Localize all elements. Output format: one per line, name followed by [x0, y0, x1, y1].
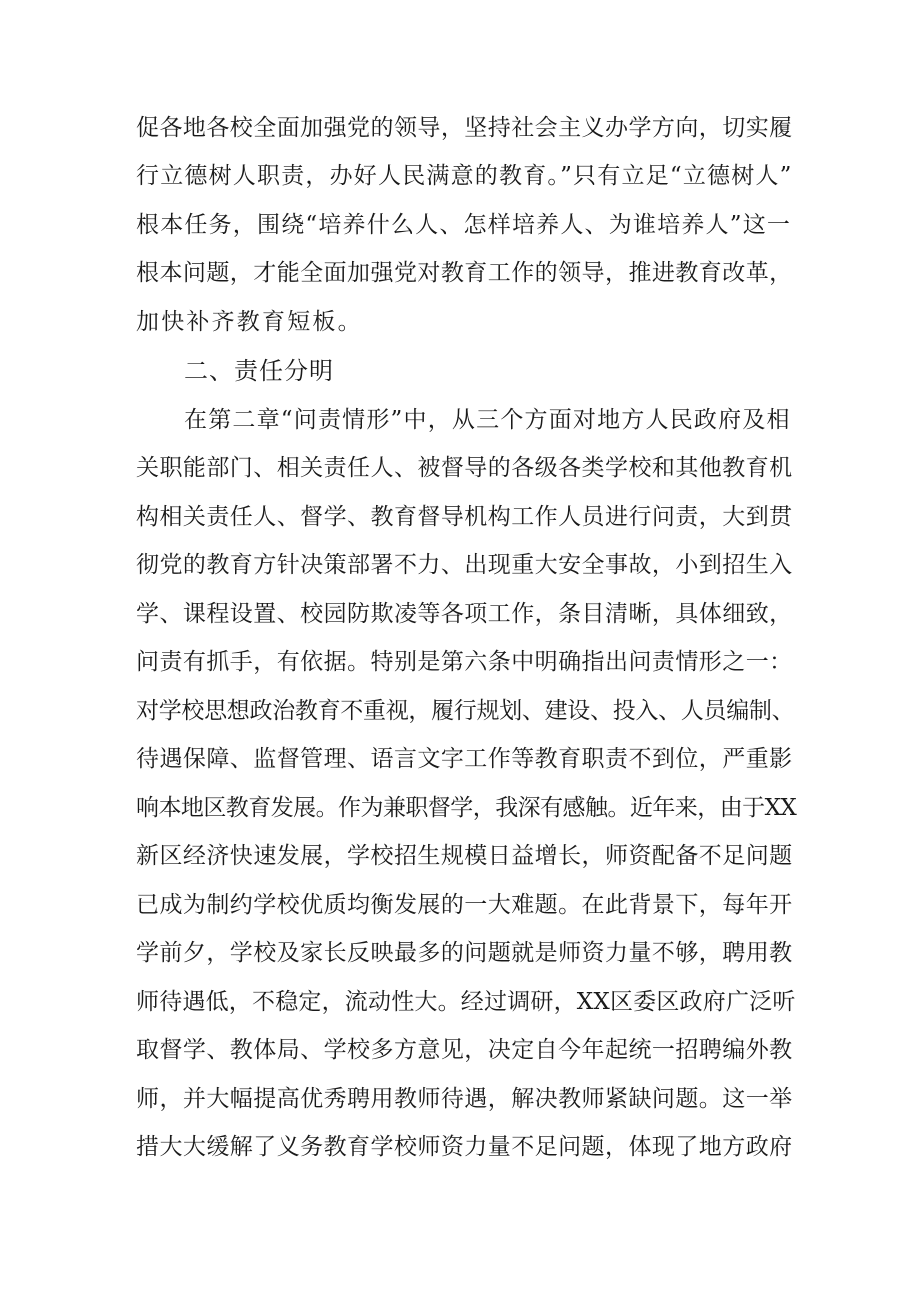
- body-text-line: 取督学、教体局、学校多方意见，决定自今年起统一招聘编外教: [136, 1037, 793, 1063]
- body-text-line: 新区经济快速发展，学校招生规模日益增长，师资配备不足问题: [136, 843, 793, 869]
- body-text-line: 响本地区教育发展。作为兼职督学，我深有感触。近年来，由于XX: [136, 795, 797, 821]
- body-text-line: 已成为制约学校优质均衡发展的一大难题。在此背景下，每年开: [136, 892, 793, 918]
- section-heading: 二、责任分明: [184, 357, 334, 385]
- body-text-line: 措大大缓解了义务教育学校师资力量不足问题，体现了地方政府: [136, 1134, 793, 1160]
- body-text-line: 构相关责任人、督学、教育督导机构工作人员进行问责，大到贯: [136, 504, 793, 530]
- body-text-line: 促各地各校全面加强党的领导，坚持社会主义办学方向，切实履: [136, 115, 793, 141]
- body-text-line: 师待遇低，不稳定，流动性大。经过调研，XX区委区政府广泛听: [136, 989, 796, 1015]
- body-text-line: 彻党的教育方针决策部署不力、出现重大安全事故，小到招生入: [136, 552, 793, 578]
- body-text-line: 在第二章“问责情形”中，从三个方面对地方人民政府及相: [184, 407, 791, 433]
- body-text-line: 根本问题，才能全面加强党对教育工作的领导，推进教育改革，: [136, 260, 793, 286]
- body-text-line: 关职能部门、相关责任人、被督导的各级各类学校和其他教育机: [136, 455, 793, 481]
- body-text-line: 行立德树人职责，办好人民满意的教育。”只有立足“立德树人”: [136, 163, 793, 189]
- body-text-line: 加快补齐教育短板。: [136, 309, 363, 335]
- body-text-line: 学、课程设置、校园防欺凌等各项工作，条目清晰，具体细致，: [136, 601, 793, 627]
- body-text-line: 问责有抓手，有依据。特别是第六条中明确指出问责情形之一：: [136, 649, 793, 675]
- body-text-line: 学前夕，学校及家长反映最多的问题就是师资力量不够，聘用教: [136, 940, 793, 966]
- body-text-line: 对学校思想政治教育不重视，履行规划、建设、投入、人员编制、: [136, 698, 795, 724]
- body-text-line: 师，并大幅提高优秀聘用教师待遇，解决教师紧缺问题。这一举: [136, 1086, 793, 1112]
- body-text-line: 根本任务，围绕“培养什么人、怎样培养人、为谁培养人”这一: [136, 212, 792, 238]
- body-text-line: 待遇保障、监督管理、语言文字工作等教育职责不到位，严重影: [136, 746, 793, 772]
